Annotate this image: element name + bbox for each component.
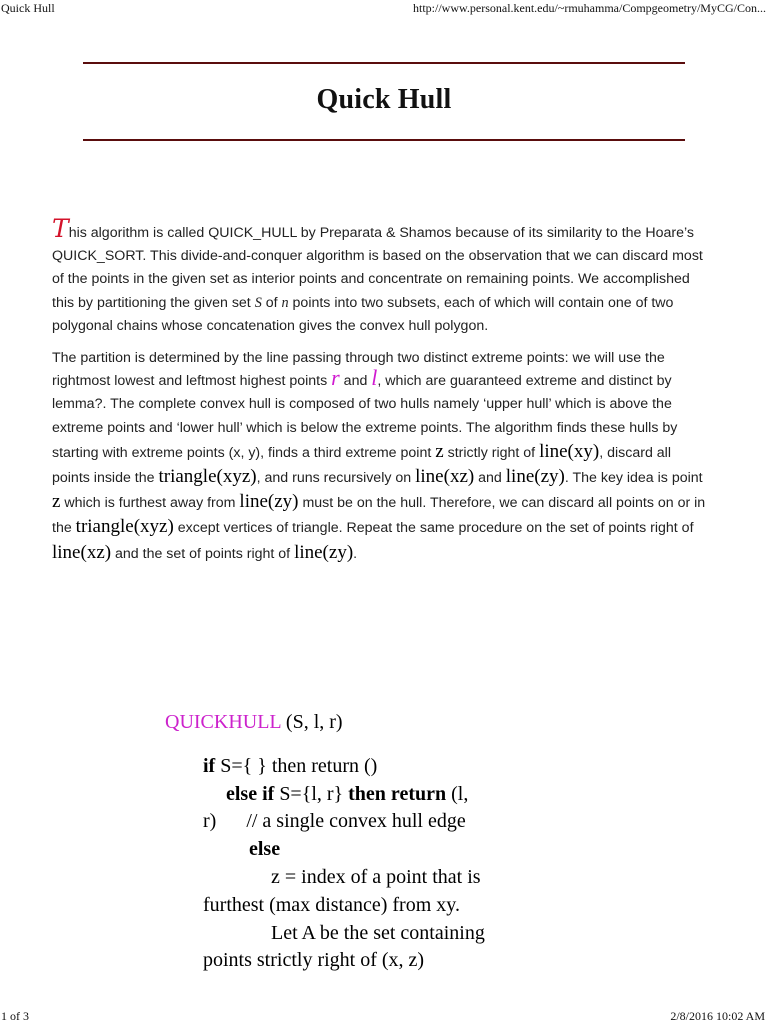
text: The partition is determined by the line passing through two distinct extreme points: we will use the rightmost lowest and leftmost highest points xyxy=(52,350,665,390)
text: and the set of points right of xyxy=(111,545,295,562)
text: , and runs recursively on xyxy=(256,470,416,487)
code-line: Let A be the set containing xyxy=(271,921,485,944)
code-line xyxy=(165,836,545,864)
code-text: (l, xyxy=(446,782,469,805)
text: and xyxy=(339,373,372,390)
var-l: l xyxy=(371,365,378,391)
var-z: z xyxy=(435,440,444,462)
code-text: S={l, r} xyxy=(274,782,349,805)
keyword: then return xyxy=(348,782,447,805)
text: of xyxy=(261,294,282,311)
text: . xyxy=(353,545,358,562)
browser-page-title: Quick Hull xyxy=(1,1,55,15)
text: , which are guaranteed extreme and distinct by lemma?. The complete convex hull is composed of two hulls namely ‘upper hull’ which is above the extreme points and ‘lower hull’ which is below the extreme points. The algorithm finds these hulls by starting with extreme points (x, y), finds a third extreme point xyxy=(52,373,678,461)
text: must be on the hull. Therefore, we can discard all points on or in the xyxy=(52,495,706,537)
top-rule xyxy=(83,62,685,64)
text: and xyxy=(474,470,506,487)
paragraph-partition xyxy=(52,347,712,566)
page-counter: 1 of 3 xyxy=(1,1009,29,1023)
code-line xyxy=(165,781,545,809)
code-line xyxy=(165,753,545,781)
print-datetime: 2/8/2016 10:02 AM xyxy=(670,1009,765,1023)
code-text: S={ } then return () xyxy=(215,754,378,777)
title-rule xyxy=(83,139,685,141)
math-line-zy: line(zy) xyxy=(239,491,299,513)
function-name: QUICKHULL xyxy=(165,711,281,733)
math-line-xz: line(xz) xyxy=(52,541,112,563)
keyword: else if xyxy=(226,782,275,805)
keyword: else xyxy=(249,838,281,861)
text: . The key idea is point xyxy=(564,470,703,487)
math-triangle-xyz: triangle(xyz) xyxy=(158,466,257,488)
text: , discard all points inside the xyxy=(52,444,671,487)
function-args: (S, l, r) xyxy=(280,711,343,733)
var-z: z xyxy=(52,491,61,513)
page-url[interactable]: http://www.personal.kent.edu/~rmuhamma/Compgeometry/MyCG/Con... xyxy=(412,1,766,15)
text: his algorithm is called QUICK_HULL by Preparata & Shamos because of its similarity to the Hoare’s QUICK_SORT. This divide-and-conquer algorithm is based on the observation that we can discard most of the points in the given set as interior points and concentrate on remaining points. We accomplished this by partitioning the given set xyxy=(52,225,703,311)
math-triangle-xyz: triangle(xyz) xyxy=(75,516,174,538)
text: points into two subsets, each of which will contain one of two polygonal chains whose concatenation gives the convex hull polygon. xyxy=(52,294,674,334)
page-title: Quick Hull xyxy=(316,84,452,115)
keyword: if xyxy=(203,754,216,777)
pseudocode-block xyxy=(165,709,545,975)
text: except vertices of triangle. Repeat the same procedure on the set of points right of xyxy=(173,520,694,537)
var-n: n xyxy=(281,294,289,311)
var-r: r xyxy=(331,365,340,391)
code-line: r) // a single convex hull edge xyxy=(203,810,466,833)
text: which is furthest away from xyxy=(60,495,240,512)
math-line-xy: line(xy) xyxy=(539,440,600,462)
math-line-zy: line(zy) xyxy=(505,466,565,488)
math-line-xz: line(xz) xyxy=(415,466,475,488)
math-line-zy: line(zy) xyxy=(294,541,354,563)
drop-cap: T xyxy=(52,214,69,243)
code-line: furthest (max distance) from xy. xyxy=(203,893,460,916)
article-body xyxy=(52,214,712,566)
text: strictly right of xyxy=(443,444,540,461)
paragraph-intro xyxy=(52,214,712,338)
code-line: points strictly right of (x, z) xyxy=(203,949,425,972)
var-s: S xyxy=(254,294,262,311)
code-signature xyxy=(165,709,545,737)
code-line: z = index of a point that is xyxy=(271,865,481,888)
